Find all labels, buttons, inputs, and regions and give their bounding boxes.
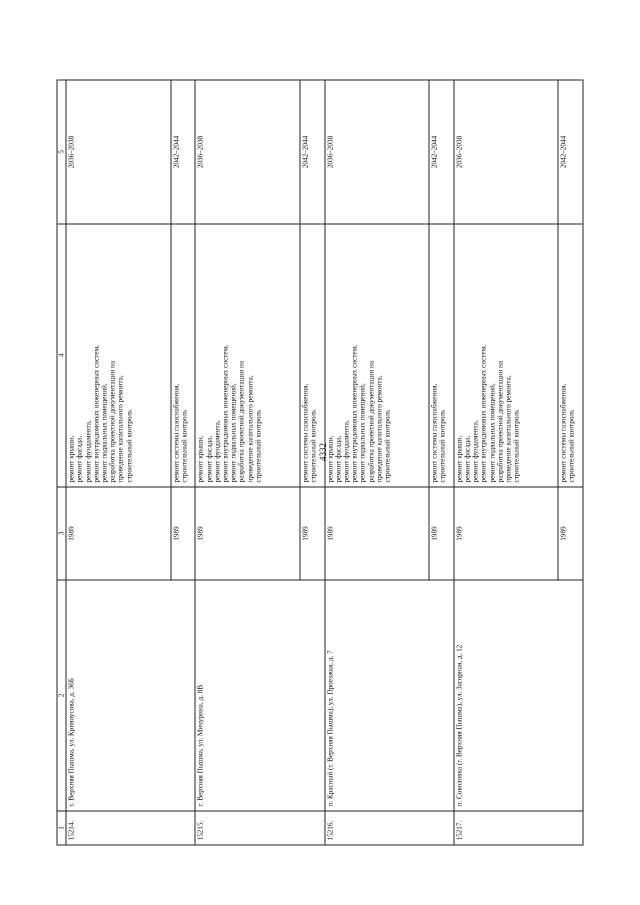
address-cell: г. Верхняя Пышма, ул. Мичурина, д. 8В xyxy=(195,580,324,811)
period-cell: 2042–2044 xyxy=(171,80,196,224)
address-cell: п. Красный (г. Верхняя Пышма), ул. Проезжая, д. 7 xyxy=(325,580,454,811)
work-item: ремонт подвальных помещений, xyxy=(229,383,238,483)
work-item: строительный контроль xyxy=(438,409,447,483)
period-cell: 2042–2044 xyxy=(300,80,325,224)
year-cell: 1989 xyxy=(171,487,196,580)
period-cell: 2042–2044 xyxy=(558,80,583,224)
work-item: ремонт внутридомовых инженерных систем, xyxy=(350,345,359,483)
repair-schedule-table xyxy=(57,80,584,846)
work-item: разработка проектной документации на xyxy=(496,360,505,483)
table-row xyxy=(454,80,558,845)
year-cell: 1989 xyxy=(325,487,429,580)
work-item: ремонт подвальных помещений, xyxy=(488,383,497,483)
row-number: 15217. xyxy=(454,811,583,845)
period-cell: 2036–2038 xyxy=(195,80,299,224)
work-item: ремонт фундамента, xyxy=(84,420,93,483)
work-item: ремонт крыши, xyxy=(67,435,76,483)
address-cell: г. Верхняя Пышма, ул. Кривоусова, д. 36Б xyxy=(66,580,195,811)
work-item: строительный контроль xyxy=(512,409,521,483)
works-cell xyxy=(195,224,299,487)
work-item: строительный контроль xyxy=(567,409,576,483)
table-row xyxy=(66,80,170,845)
row-number: 15214. xyxy=(66,811,195,845)
work-item: строительный контроль xyxy=(254,409,263,483)
work-item: ремонт системы газоснабжения, xyxy=(301,383,310,483)
row-number: 15216. xyxy=(325,811,454,845)
row-number: 15215. xyxy=(195,811,324,845)
work-item: проведение капитального ремонта, xyxy=(504,375,513,483)
works-cell xyxy=(558,224,583,487)
header-cell-3: 3 xyxy=(57,487,66,580)
rotated-table-container xyxy=(57,81,584,846)
table-row xyxy=(195,80,299,845)
work-item: ремонт фасада, xyxy=(334,435,343,483)
work-item: разработка проектной документации на xyxy=(237,360,246,483)
work-item: ремонт внутридомовых инженерных систем, xyxy=(92,345,101,483)
works-cell xyxy=(66,224,170,487)
work-item: ремонт подвальных помещений, xyxy=(100,383,109,483)
work-item: разработка проектной документации на xyxy=(367,360,376,483)
header-row xyxy=(57,80,66,845)
table-row xyxy=(325,80,429,845)
period-cell: 2036–2038 xyxy=(454,80,558,224)
period-cell: 2036–2038 xyxy=(325,80,429,224)
work-item: ремонт фасада, xyxy=(205,435,214,483)
period-cell: 2036–2038 xyxy=(66,80,170,224)
year-cell: 1989 xyxy=(454,487,558,580)
header-cell-5: 5 xyxy=(57,80,66,224)
year-cell: 1989 xyxy=(558,487,583,580)
address-cell: п. Соколовка (г. Верхняя Пышма), ул. Загорная, д. 12 xyxy=(454,580,583,811)
work-item: ремонт крыши, xyxy=(196,435,205,483)
work-item: ремонт фундамента, xyxy=(471,420,480,483)
work-item: ремонт системы газоснабжения, xyxy=(559,383,568,483)
works-cell xyxy=(429,224,454,487)
work-item: проведение капитального ремонта, xyxy=(116,375,125,483)
period-cell: 2042–2044 xyxy=(429,80,454,224)
work-item: ремонт внутридомовых инженерных систем, xyxy=(479,345,488,483)
work-item: строительный контроль xyxy=(125,409,134,483)
work-item: ремонт системы газоснабжения, xyxy=(172,383,181,483)
works-cell xyxy=(325,224,429,487)
work-item: строительный контроль xyxy=(180,409,189,483)
page-number: 4332 xyxy=(318,443,328,461)
works-cell xyxy=(300,224,325,487)
work-item: проведение капитального ремонта, xyxy=(246,375,255,483)
work-item: ремонт подвальных помещений, xyxy=(358,383,367,483)
works-cell xyxy=(454,224,558,487)
year-cell: 1989 xyxy=(66,487,170,580)
work-item: разработка проектной документации на xyxy=(108,360,117,483)
header-cell-1: 1 xyxy=(57,811,66,845)
work-item: ремонт крыши, xyxy=(455,435,464,483)
work-item: строительный контроль xyxy=(383,409,392,483)
work-item: ремонт крыши, xyxy=(326,435,335,483)
year-cell: 1989 xyxy=(429,487,454,580)
work-item: ремонт внутридомовых инженерных систем, xyxy=(221,345,230,483)
year-cell: 1989 xyxy=(195,487,299,580)
work-item: ремонт фасада, xyxy=(463,435,472,483)
works-cell xyxy=(171,224,196,487)
work-item: строительный контроль xyxy=(309,409,318,483)
work-item: ремонт фундамента, xyxy=(342,420,351,483)
work-item: ремонт системы газоснабжения, xyxy=(430,383,439,483)
header-cell-2: 2 xyxy=(57,580,66,811)
work-item: ремонт фасада, xyxy=(75,435,84,483)
header-cell-4: 4 xyxy=(57,224,66,487)
year-cell: 1989 xyxy=(300,487,325,580)
work-item: проведение капитального ремонта, xyxy=(375,375,384,483)
work-item: ремонт фундамента, xyxy=(213,420,222,483)
